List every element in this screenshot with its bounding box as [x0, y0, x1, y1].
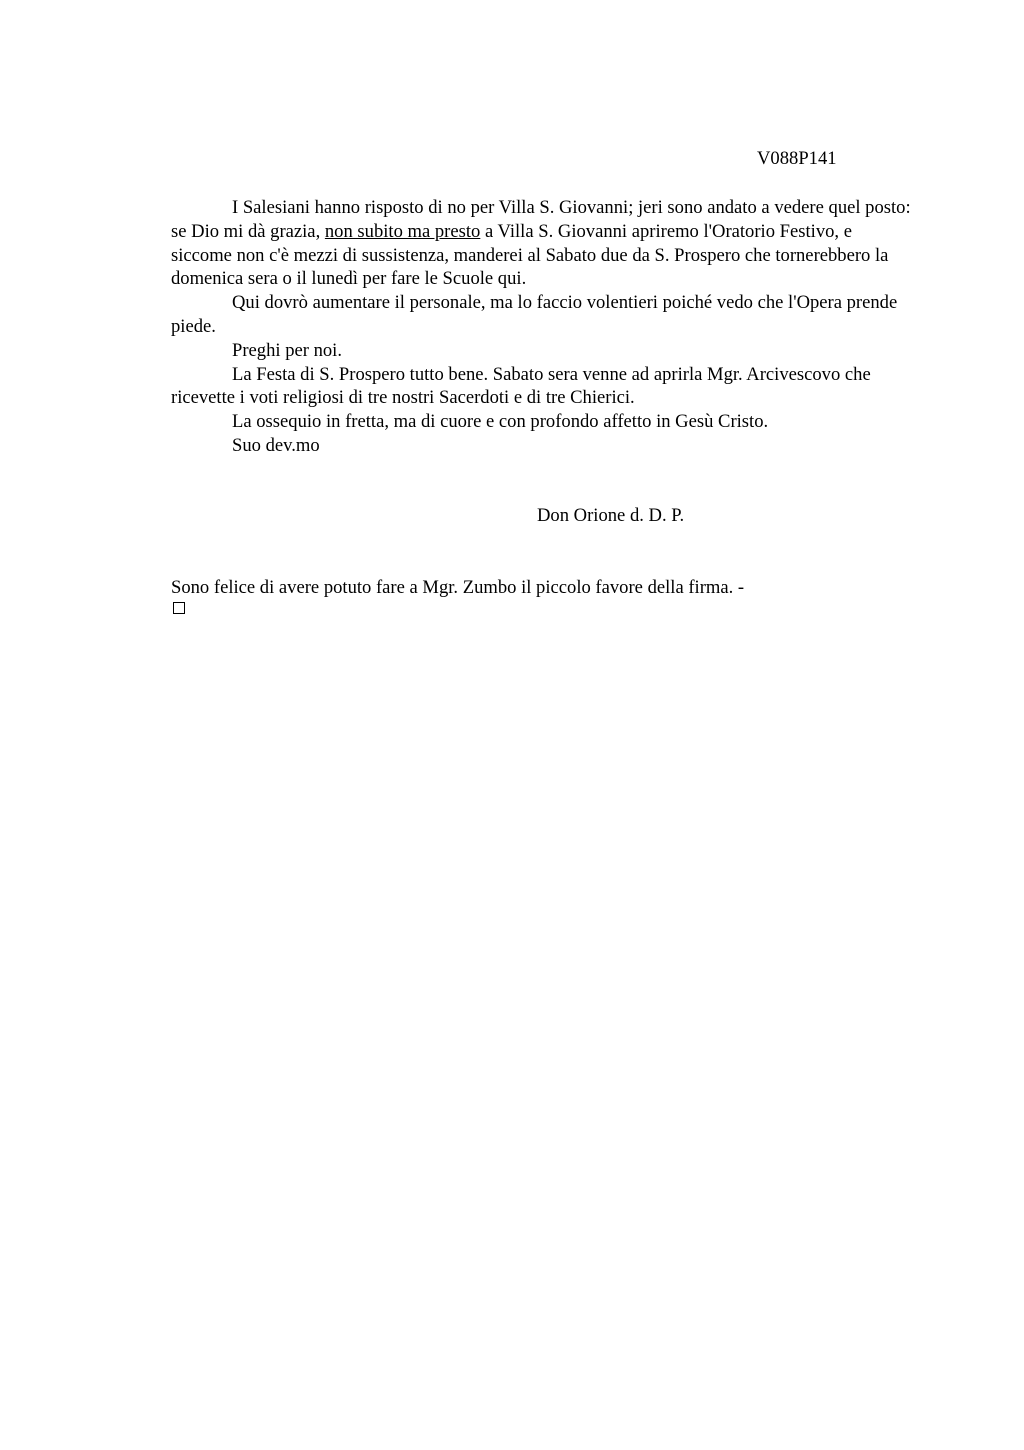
paragraph-5: La ossequio in fretta, ma di cuore e con profondo affetto in Gesù Cristo. — [232, 411, 769, 433]
letter-body — [171, 196, 916, 458]
checkbox-square-icon — [173, 602, 185, 614]
closing-salutation: Suo dev.mo — [232, 434, 320, 456]
paragraph-4: La Festa di S. Prospero tutto bene. Sabato sera venne ad aprirla Mgr. Arcivescovo che ricevette i voti religiosi di tre nostri Sacerdoti e di tre Chierici. — [171, 363, 871, 409]
postscript: Sono felice di avere potuto fare a Mgr. Zumbo il piccolo favore della firma. - — [171, 577, 745, 598]
paragraph-1-text-before: I Salesiani hanno risposto di no per Villa S. Giovanni; jeri sono andato a vedere quel posto: se Dio mi dà grazia, — [171, 197, 911, 242]
paragraph-2: Qui dovrò aumentare il personale, ma lo faccio volentieri poiché vedo che l'Opera prende piede. — [171, 292, 898, 337]
document-reference: V088P141 — [757, 148, 837, 169]
paragraph-1 — [171, 196, 916, 291]
signature: Don Orione d. D. P. — [537, 505, 685, 526]
paragraph-1-text-after: a Villa S. Giovanni apriremo l'Oratorio Festivo, e siccome non c'è mezzi di sussistenza, manderei al Sabato due da S. Prospero che tornerebbero la domenica sera o il lunedì per fare le Scuole qui. — [171, 220, 889, 290]
underlined-phrase: non subito ma presto — [324, 220, 481, 242]
paragraph-3: Preghi per noi. — [232, 339, 342, 361]
